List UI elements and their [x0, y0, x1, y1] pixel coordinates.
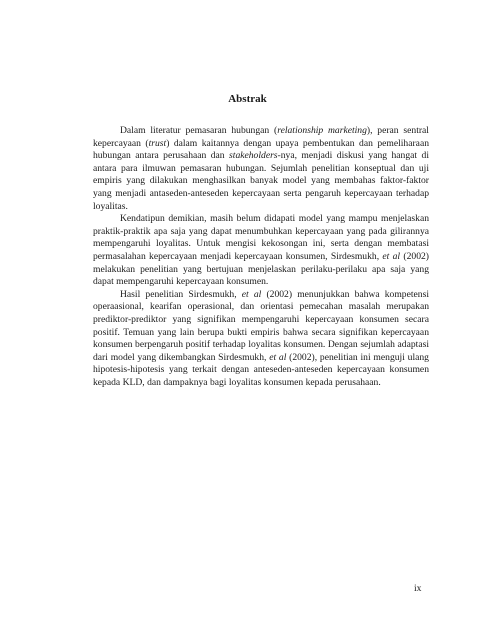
italic-term: relationship marketing: [277, 125, 367, 136]
italic-term: et al: [269, 351, 287, 363]
italic-term: trust: [148, 137, 167, 149]
paragraph-3: [93, 289, 429, 390]
page-number: ix: [414, 583, 422, 594]
text-run: ) dalam kaitannya dengan upaya pembentukan dan pemeliharaan hubungan antara perusahaan dan: [93, 137, 429, 162]
paragraph-2: [93, 213, 429, 289]
abstract-title: Abstrak: [228, 93, 267, 105]
paragraph-1: [93, 125, 429, 213]
italic-term: et al: [241, 288, 262, 300]
italic-term: et al: [382, 250, 401, 262]
text-run: (2002) menunjukkan bahwa kompetensi operaasional, kearifan operasional, dan orientasi pemecahan masalah merupakan prediktor-prediktor yang signifikan mempengaruhi kepercayaan konsumen secara positif. Temuan yang lain berupa bukti empiris bahwa secara signifikan kepercayaan konsumen berpengaruh positif terhadap loyalitas konsumen. Dengan sejumlah adaptasi dari model yang dikembangkan Sirdesmukh,: [93, 288, 429, 363]
text-run: Hasil penelitian Sirdesmukh,: [120, 288, 242, 300]
text-run: (2002), penelitian ini menguji ulang hipotesis-hipotesis yang terkait dengan anteseden-anteseden kepercayaan konsumen kepada KLD, dan dampaknya bagi loyalitas konsumen kepada perusahaan.: [93, 351, 429, 388]
abstract-body: [93, 125, 429, 389]
text-run: (2002) melakukan penelitian yang bertujuan menjelaskan perilaku-perilaku apa saja yang dapat mempengaruhi kepercayaan konsumen.: [93, 250, 429, 288]
text-run: ), peran sentral kepercayaan (: [93, 125, 429, 149]
text-run: -nya, menjadi diskusi yang hangat di antara para ilmuwan pemasaran hubungan. Sejumlah penelitian konseptual dan uji empiris yang dilakukan menghasilkan banyak model yang membahas faktor-faktor yang menjadi antaseden-anteseden kepercayaan serta pengaruh kepercayaan terhadap loyalitas.: [93, 150, 429, 212]
text-run: Dalam literatur pemasaran hubungan (: [120, 125, 278, 136]
text-run: Kendatipun demikian, masih belum didapati model yang mampu menjelaskan praktik-praktik apa saja yang dapat menumbuhkan kepercayaan yang pada gilirannya mempengaruhi loyalitas. Untuk mengisi kekosongan ini, serta dengan membatasi permasalahan kepercayaan menjadi kepercayaan konsumen, Sirdesmukh,: [93, 213, 429, 262]
italic-term: stakeholders: [229, 150, 278, 162]
